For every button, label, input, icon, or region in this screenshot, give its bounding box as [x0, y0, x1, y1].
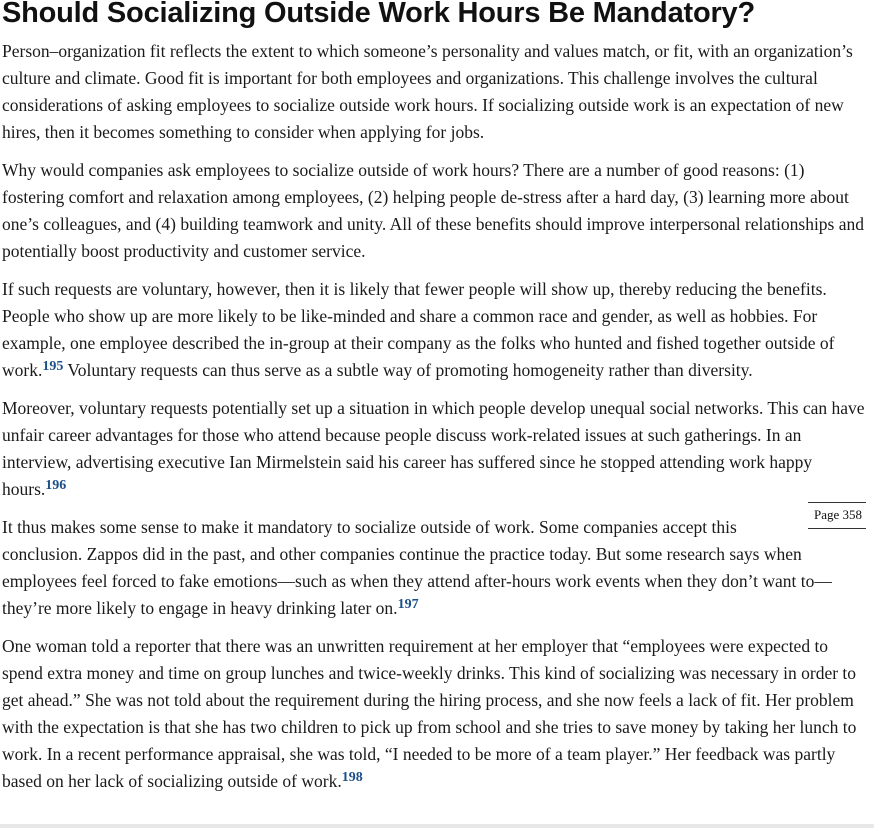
bottom-scroll-edge [0, 824, 874, 828]
paragraph-3-text-cont: Voluntary requests can thus serve as a subtle way of promoting homogeneity rather than diversity. [63, 360, 753, 380]
page-title: Should Socializing Outside Work Hours Be Mandatory? [2, 0, 756, 29]
page-number-marker: Page 358 [808, 502, 866, 529]
paragraph-6-text: One woman told a reporter that there was an unwritten requirement at her employer that “employees were expected to spend extra money and time on group lunches and twice-weekly drinks. This kind of socializing was necessary in order to get ahead.” She was not told about the requirement during the hiring process, and she now feels a lack of fit. Her problem with the expectation is that she has two children to pick up from school and she tries to save money by taking her lunch to work. In a recent performance appraisal, she was told, “I needed to be more of a team player.” Her feedback was partly based on her lack of socializing outside of work. [2, 636, 857, 791]
paragraph-2: Why would companies ask employees to socialize outside of work hours? There are a number of good reasons: (1) fostering comfort and relaxation among employees, (2) helping people de-stress after a hard day, (3) learning more about one’s colleagues, and (4) building teamwork and unity. All of these benefits should improve interpersonal relationships and potentially boost productivity and customer service. [2, 160, 865, 261]
footnote-198-link[interactable]: 198 [341, 770, 363, 785]
paragraph-5-text: It thus makes some sense to make it mandatory to socialize outside of work. Some companies accept this conclusion. Zappos did in the past, and other companies continue the practice today. But some research says when employees feel forced to fake emotions—such as when they attend after-hours work events when they don’t want to—they’re more likely to engage in heavy drinking later on. [2, 517, 832, 618]
footnote-196-link[interactable]: 196 [45, 478, 67, 493]
footnote-197-link[interactable]: 197 [397, 597, 419, 612]
paragraph-1: Person–organization fit reflects the extent to which someone’s personality and values match, or fit, with an organization’s culture and climate. Good fit is important for both employees and organizations. This challenge involves the cultural considerations of asking employees to socialize outside work hours. If socializing outside work is an expectation of new hires, then it becomes something to consider when applying for jobs. [2, 41, 853, 142]
paragraph-3-text: If such requests are voluntary, however, then it is likely that fewer people will show up, thereby reducing the benefits. People who show up are more likely to be like-minded and share a common race and gender, as well as hobbies. For example, one employee described the in-group at their company as the folks who hunted and fished together outside of work. [2, 279, 835, 380]
footnote-195-link[interactable]: 195 [42, 359, 64, 374]
paragraph-4 [2, 395, 870, 503]
paragraph-5 [2, 507, 870, 622]
paragraph-3 [2, 276, 870, 384]
document-page [2, 0, 870, 806]
paragraph-6 [2, 633, 870, 795]
paragraph-4-text: Moreover, voluntary requests potentially set up a situation in which people develop unequal social networks. This can have unfair career advantages for those who attend because people discuss work-related issues at such gatherings. In an interview, advertising executive Ian Mirmelstein said his career has suffered since he stopped attending work happy hours. [2, 398, 865, 499]
